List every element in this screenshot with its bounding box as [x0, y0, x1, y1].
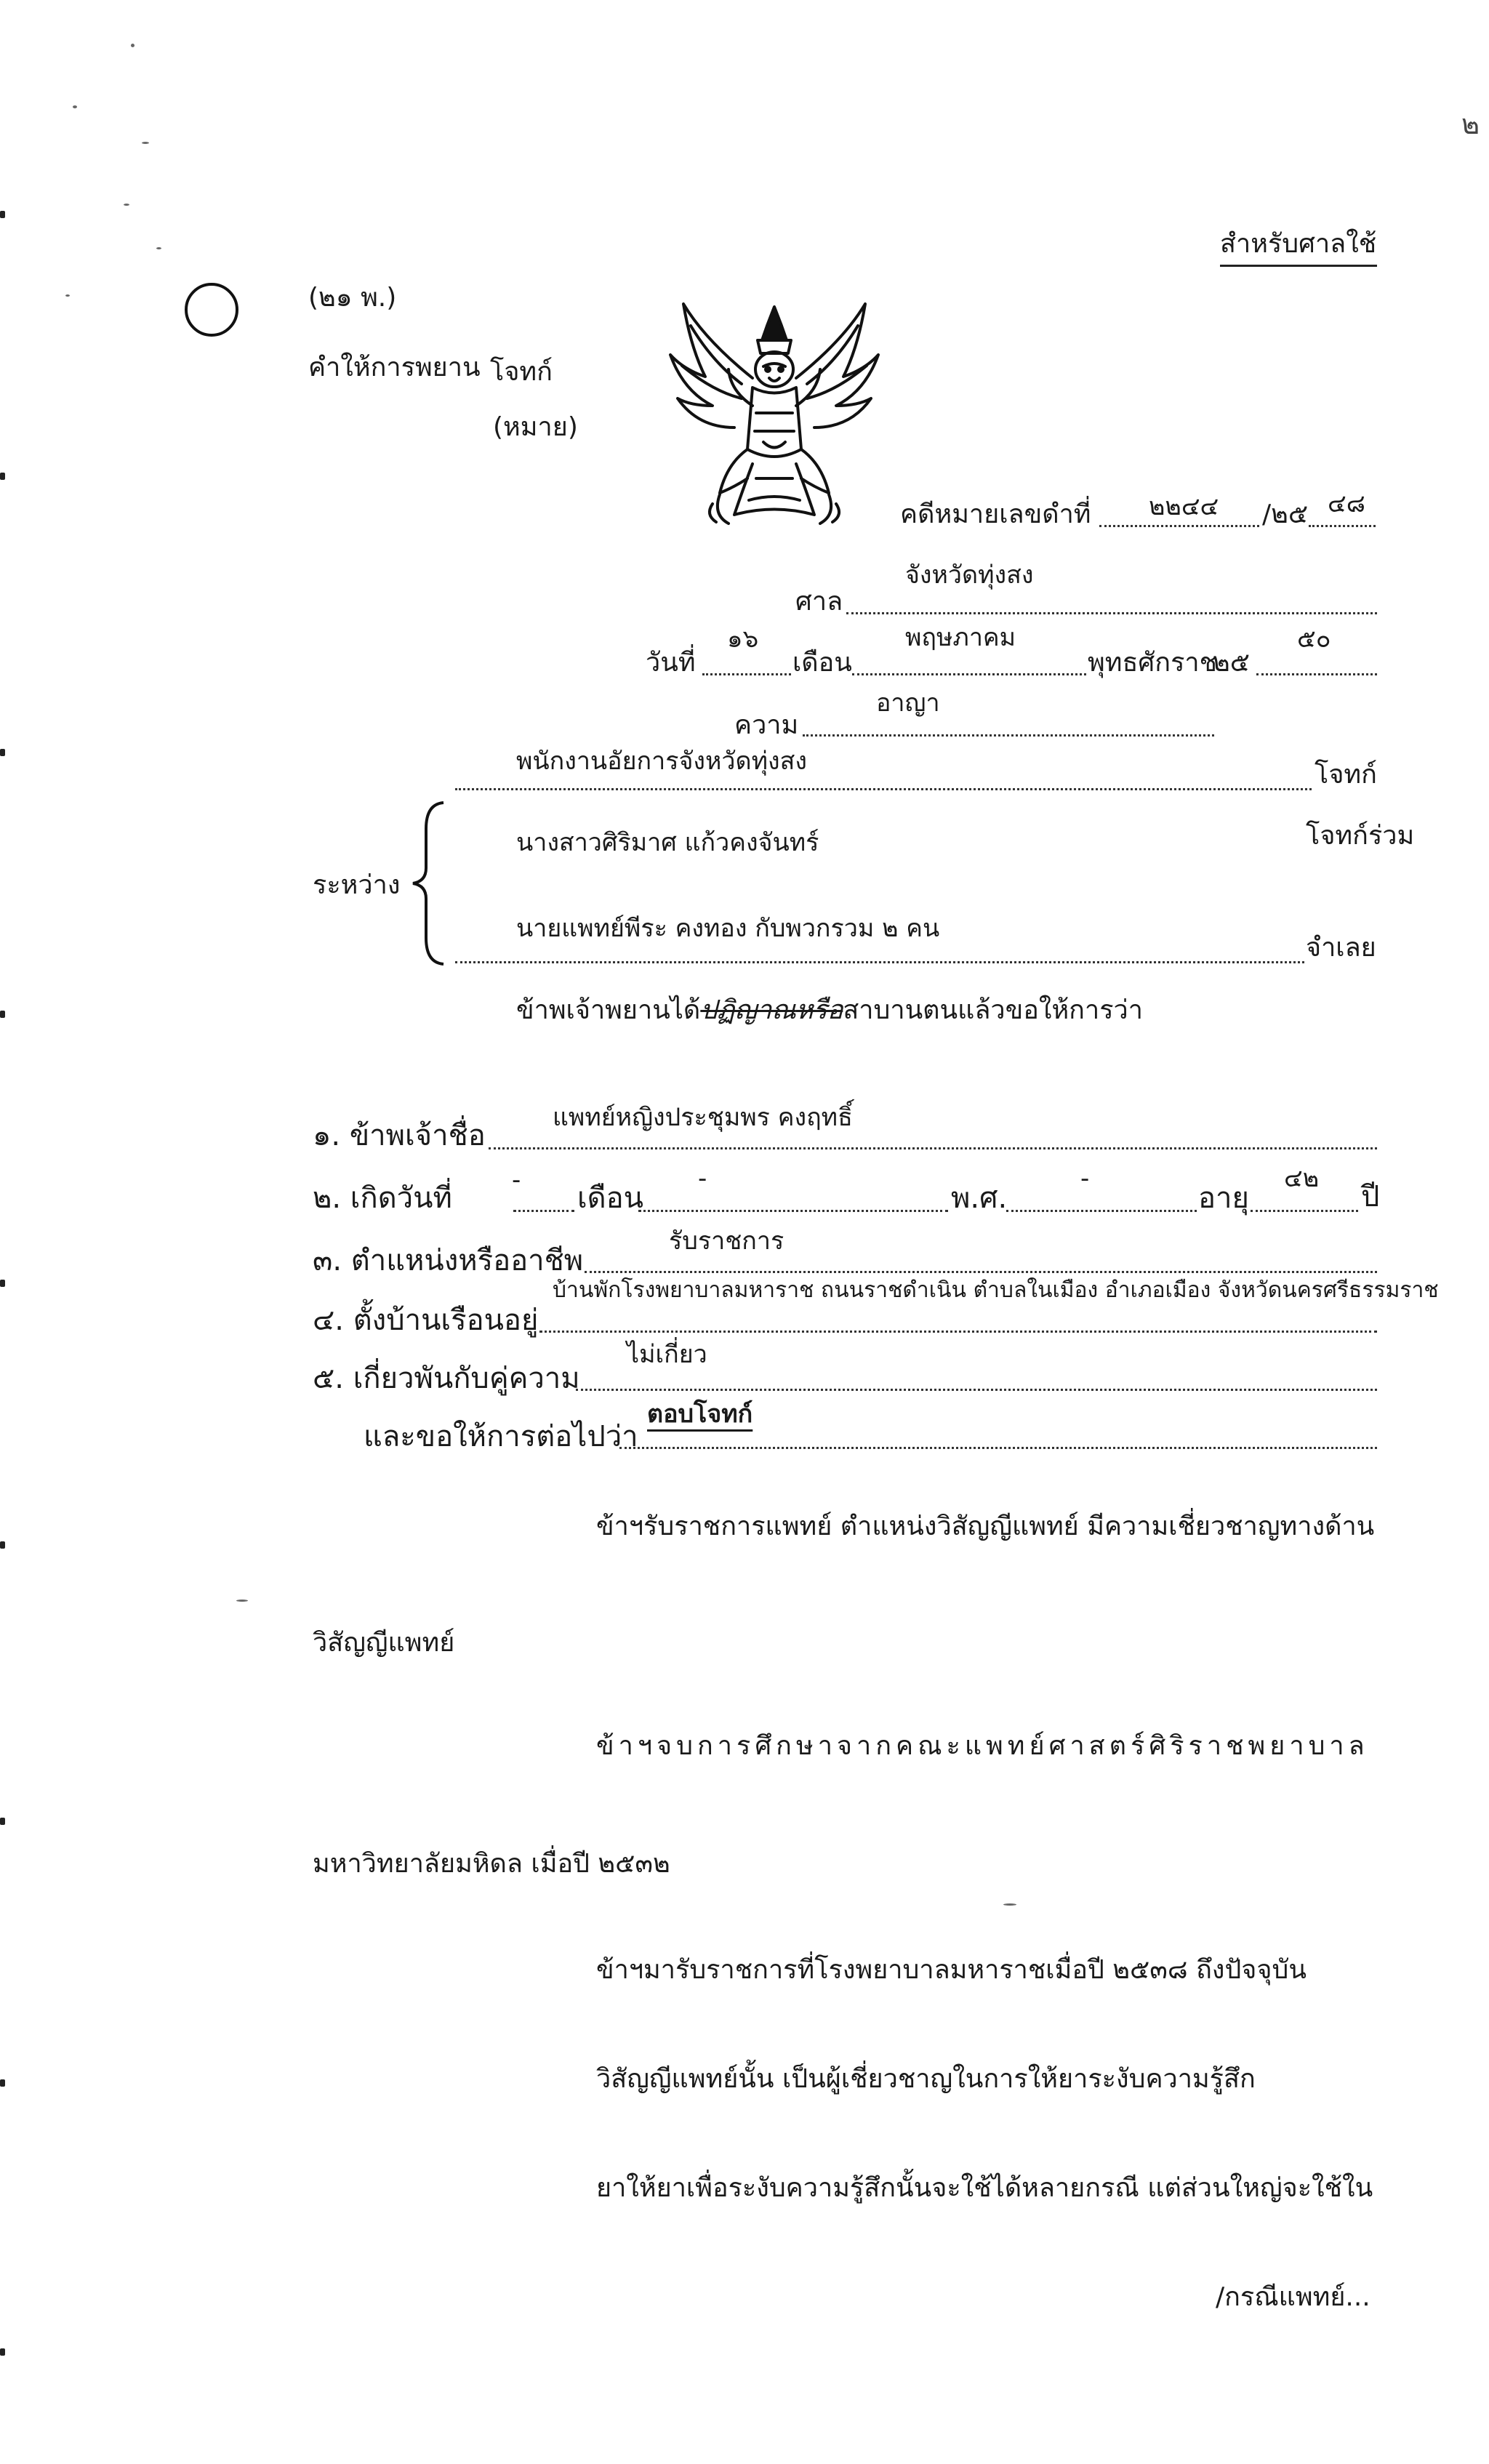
margin-mark — [0, 749, 5, 756]
field-birth-day-line — [513, 1210, 574, 1212]
month-line — [852, 673, 1086, 675]
margin-mark — [0, 1011, 5, 1018]
title-party: โจทก์ — [490, 357, 553, 387]
defendant-name: นายแพทย์พีระ คงทอง กับพวกรวม ๒ คน — [516, 914, 940, 943]
date-label: วันที่ — [646, 648, 696, 678]
field-age-unit: ปี — [1361, 1180, 1380, 1213]
body-paragraph-3: ข้าฯมารับราชการที่โรงพยาบาลมหาราชเมื่อปี ๒๕๓๘ ถึงปัจจุบัน — [596, 1955, 1307, 1985]
co-plaintiff-role: โจทก์ร่วม — [1306, 821, 1415, 851]
field-continue-value: ตอบโจทก์ — [647, 1400, 753, 1429]
oath-prefix: ข้าพเจ้าพยานได้ — [516, 995, 701, 1025]
field-name-line — [489, 1147, 1377, 1149]
continued-marker: /กรณีแพทย์... — [1216, 2282, 1370, 2312]
oath-overlay: หรือ — [795, 995, 843, 1025]
field-occupation-line — [585, 1271, 1377, 1273]
field-age-label: อายุ — [1198, 1181, 1249, 1215]
black-case-label: คดีหมายเลขดำที่ — [900, 499, 1091, 529]
field-age-value: ๔๒ — [1284, 1164, 1320, 1193]
day-line — [702, 673, 791, 675]
field-name-value: แพทย์หญิงประชุมพร คงฤทธิ์ — [553, 1103, 853, 1132]
court-name: จังหวัดทุ่งสง — [905, 561, 1034, 590]
court-line — [846, 612, 1377, 614]
year-hand: ๕๐ — [1297, 625, 1331, 654]
black-case-year-line — [1309, 525, 1376, 527]
punch-hole-circle-icon — [182, 280, 241, 340]
for-court-underline — [1220, 265, 1377, 267]
plaintiff-name: พนักงานอัยการจังหวัดทุ่งสง — [516, 747, 807, 776]
body-paragraph-2: ข้าฯจบการศึกษาจากคณะแพทย์ศาสตร์ศิริราชพยาบาล — [596, 1731, 1369, 1761]
field-continue-line — [619, 1447, 1377, 1449]
between-brace-icon — [407, 800, 451, 967]
defendant-role: จำเลย — [1306, 933, 1376, 963]
title-sub: (หมาย) — [493, 412, 578, 442]
field-continue-label: และขอให้การต่อไปว่า — [364, 1420, 638, 1453]
defendant-line — [455, 961, 1304, 963]
field-birth-year-line — [1006, 1210, 1197, 1212]
title-prefix: คำให้การพยาน — [308, 353, 481, 382]
field-birth-month-line — [638, 1210, 948, 1212]
field-relation-label: ๕. เกี่ยวพันกับคู่ความ — [313, 1362, 580, 1395]
era-label: พุทธศักราช — [1088, 648, 1218, 678]
court-label: ศาล — [795, 587, 843, 617]
month-value: พฤษภาคม — [905, 623, 1016, 652]
field-relation-value: ไม่เกี่ยว — [627, 1340, 707, 1369]
margin-mark — [0, 473, 5, 480]
garuda-emblem-icon — [662, 297, 887, 537]
field-birth-year: - — [1080, 1164, 1090, 1193]
black-case-no: ๒๒๔๔ — [1149, 492, 1219, 521]
body-paragraph-2-cont: มหาวิทยาลัยมหิดล เมื่อปี ๒๕๓๒ — [313, 1849, 670, 1879]
field-birth-month-label: เดือน — [577, 1181, 644, 1215]
field-occupation-value: รับราชการ — [669, 1227, 784, 1256]
field-birth-label: ๒. เกิดวันที่ — [313, 1181, 452, 1215]
field-address-value: บ้านพักโรงพยาบาลมหาราช ถนนราชดำเนิน ตำบลในเมือง อำเภอเมือง จังหวัดนครศรีธรรมราช — [553, 1277, 1439, 1303]
margin-mark — [0, 2079, 5, 2087]
field-birth-day: - — [512, 1165, 521, 1195]
margin-mark — [0, 1818, 5, 1825]
margin-mark — [0, 2348, 5, 2356]
body-paragraph-1: ข้าฯรับราชการแพทย์ ตำแหน่งวิสัญญีแพทย์ มีความเชี่ยวชาญทางด้าน — [596, 1512, 1375, 1541]
body-paragraph-1-cont: วิสัญญีแพทย์ — [313, 1628, 455, 1658]
field-occupation-label: ๓. ตำแหน่งหรืออาชีพ — [313, 1244, 584, 1277]
margin-mark — [0, 211, 5, 218]
oath-line — [516, 995, 1143, 1025]
co-plaintiff-name: นางสาวศิริมาศ แก้วคงจันทร์ — [516, 828, 819, 857]
matter-line — [803, 734, 1214, 737]
black-case-year-prefix: /๒๕ — [1262, 499, 1309, 529]
year-printed: ๒๕ — [1213, 648, 1250, 678]
black-case-year: ๔๘ — [1328, 489, 1365, 518]
day-value: ๑๖ — [727, 625, 759, 654]
oath-struck: ปฏิญาณ — [700, 995, 796, 1025]
field-address-line — [539, 1331, 1377, 1333]
form-code: (๒๑ พ.) — [308, 283, 397, 313]
oath-suffix: สาบานตนแล้วขอให้การว่า — [843, 995, 1143, 1025]
plaintiff-line — [455, 788, 1312, 790]
field-name-label: ๑. ข้าพเจ้าชื่อ — [313, 1119, 486, 1152]
body-paragraph-4: วิสัญญีแพทย์นั้น เป็นผู้เชี่ยวชาญในการให้ยาระงับความรู้สึก — [596, 2064, 1256, 2094]
body-paragraph-5: ยาให้ยาเพื่อระงับความรู้สึกนั้นจะใช้ได้หลายกรณี แต่ส่วนใหญ่จะใช้ใน — [596, 2173, 1373, 2203]
field-address-label: ๔. ตั้งบ้านเรือนอยู่ — [313, 1304, 539, 1337]
year-line — [1256, 673, 1377, 675]
corner-mark: ๒ — [1461, 108, 1480, 140]
matter-label: ความ — [734, 710, 799, 740]
field-relation-line — [576, 1389, 1377, 1391]
between-label: ระหว่าง — [313, 870, 401, 900]
margin-mark — [0, 1541, 5, 1549]
field-birth-year-label: พ.ศ. — [951, 1181, 1008, 1215]
plaintiff-role: โจทก์ — [1315, 760, 1377, 790]
margin-mark — [0, 1280, 5, 1287]
matter-value: อาญา — [876, 689, 940, 718]
for-court-use-label: สำหรับศาลใช้ — [1220, 229, 1377, 259]
field-age-line — [1251, 1210, 1358, 1212]
month-label: เดือน — [792, 648, 852, 678]
field-birth-month: - — [698, 1164, 707, 1193]
black-case-no-line — [1099, 525, 1259, 527]
